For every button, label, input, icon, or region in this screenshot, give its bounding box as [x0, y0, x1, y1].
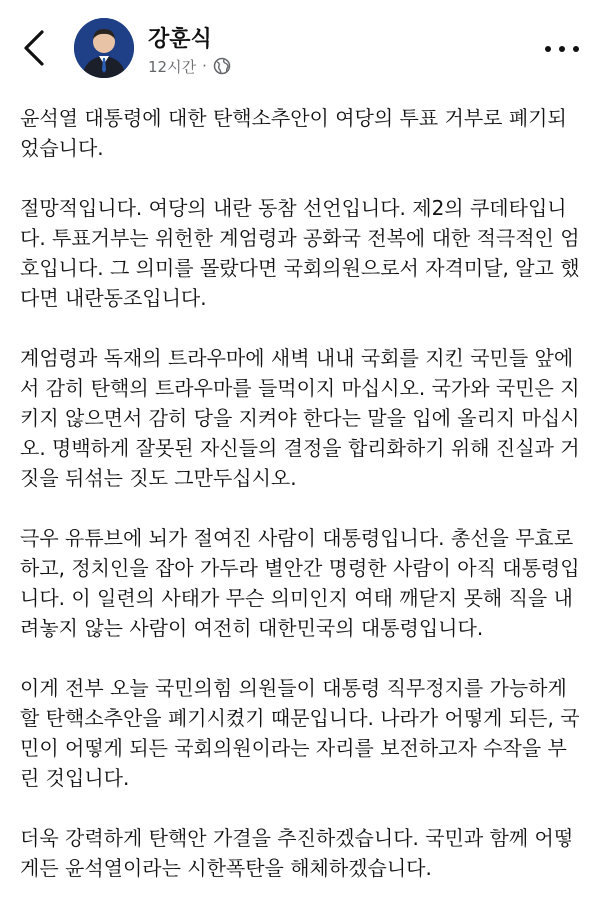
chevron-left-icon	[22, 29, 46, 67]
avatar[interactable]	[74, 18, 134, 78]
post-paragraph: 극우 유튜브에 뇌가 절여진 사람이 대통령입니다. 총선을 무효로 하고, 정치인을 잡아 가두라 별안간 명령한 사람이 아직 대통령입니다. 이 일련의 사태가 무슨 의미인지 여태 깨닫지 못해 직을 내려놓지 않는 사람이 여전히 대한민국의 대통령입니다.	[20, 526, 580, 640]
author-name[interactable]: 강훈식	[148, 27, 212, 52]
post-paragraph: 절망적입니다. 여당의 내란 동참 선언입니다. 제2의 쿠데타입니다. 투표거부는 위헌한 계엄령과 공화국 전복에 대한 적극적인 엄호입니다. 그 의미를 몰랐다면 국회의원으로서 자격미달, 알고 했다면 내란동조입니다.	[20, 196, 580, 310]
more-horizontal-icon	[544, 45, 580, 53]
post-header	[0, 0, 600, 100]
back-button[interactable]	[14, 26, 54, 70]
post-paragraph: 윤석열 대통령에 대한 탄핵소추안이 여당의 투표 거부로 폐기되었습니다.	[20, 106, 567, 160]
post-paragraph: 계엄령과 독재의 트라우마에 새벽 내내 국회를 지킨 국민들 앞에서 감히 탄핵의 트라우마를 들먹이지 마십시오. 국가와 국민은 지키지 않으면서 감히 당을 지켜야 한다는 말을 입에 올리지 마십시오. 명백하게 잘못된 자신들의 결정을 합리화하기 위해 진실과 거짓을 뒤섞는 짓도 그만두십시오.	[20, 346, 580, 490]
globe-icon[interactable]	[213, 57, 231, 75]
post-timestamp[interactable]: 12시간	[148, 57, 197, 76]
more-options-button[interactable]	[540, 34, 584, 64]
post-paragraph: 더욱 강력하게 탄핵안 가결을 추진하겠습니다. 국민과 함께 어떻게든 윤석열이라는 시한폭탄을 해체하겠습니다.	[20, 826, 574, 880]
post-meta	[148, 54, 231, 78]
meta-separator: ·	[202, 57, 207, 75]
post-paragraph: 이게 전부 오늘 국민의힘 의원들이 대통령 직무정지를 가능하게 할 탄핵소추안을 폐기시켰기 때문입니다. 나라가 어떻게 되든, 국민이 어떻게 되든 국회의원이라는 자리를 보전하고자 수작을 부린 것입니다.	[20, 676, 580, 790]
post-body	[20, 103, 586, 913]
